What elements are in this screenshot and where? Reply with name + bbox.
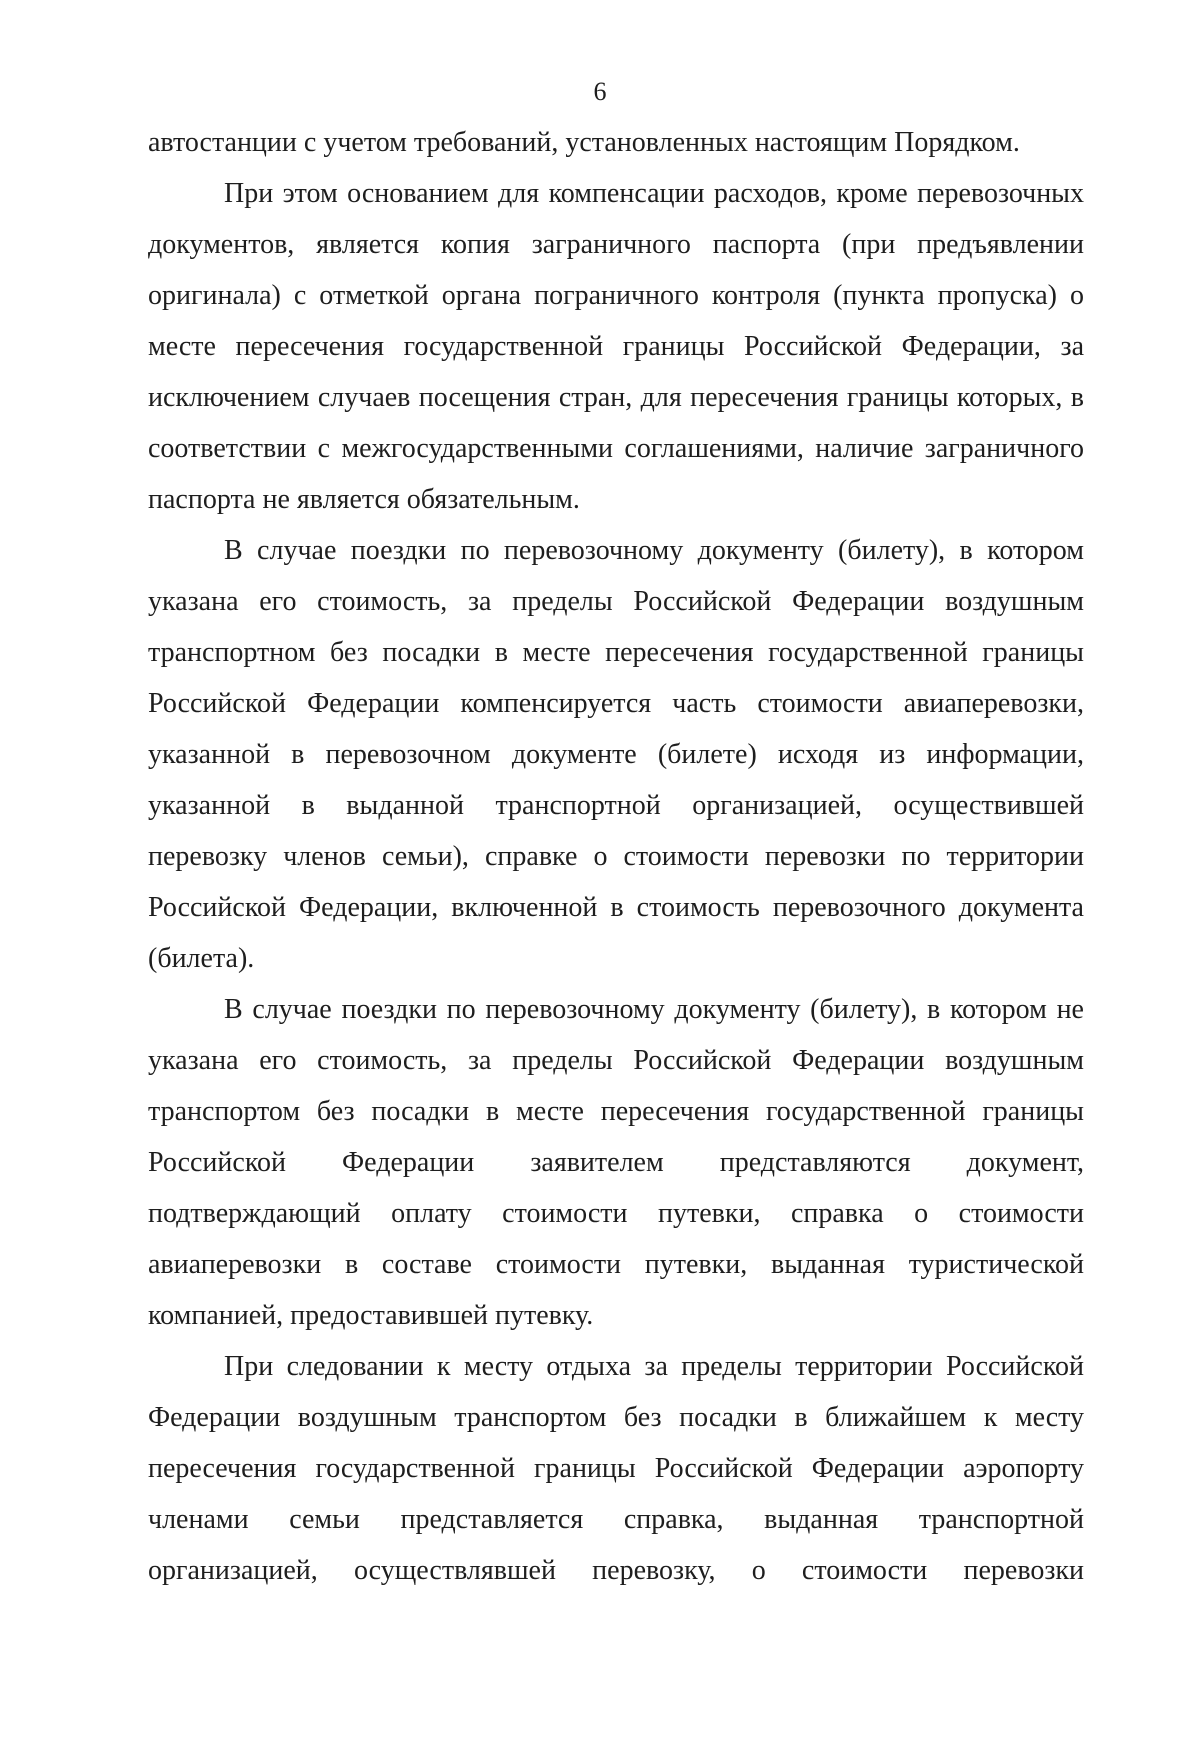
page-number: 6 [593,77,607,106]
paragraph-passport: При этом основанием для компенсации расходов, кроме перевозочных документов, является копия заграничного паспорта (при предъявлении оригинала) с отметкой органа пограничного контроля (пункта пропуска) о месте пересечения государственной границы Российской Федерации, за исключением случаев посещения стран, для пересечения границы которых, в соответствии с межгосударственными соглашениями, наличие заграничного паспорта не является обязательным. [148,178,1084,515]
document-body [148,117,1084,1596]
paragraph-continuation: автостанции с учетом требований, установленных настоящим Порядком. [148,127,1020,158]
paragraph-ticket-without-price: В случае поездки по перевозочному документу (билету), в котором не указана его стоимость, за пределы Российской Федерации воздушным транспортом без посадки в месте пересечения государственной границы Российской Федерации заявителем представляются документ, подтверждающий оплату стоимости путевки, справка о стоимости авиаперевозки в составе стоимости путевки, выданная туристической компанией, предоставившей путевку. [148,994,1084,1331]
paragraph-ticket-with-price: В случае поездки по перевозочному документу (билету), в котором указана его стоимость, за пределы Российской Федерации воздушным транспортном без посадки в месте пересечения государственной границы Российской Федерации компенсируется часть стоимости авиаперевозки, указанной в перевозочном документе (билете) исходя из информации, указанной в выданной транспортной организацией, осуществившей перевозку членов семьи), справке о стоимости перевозки по территории Российской Федерации, включенной в стоимость перевозочного документа (билета). [148,535,1084,974]
paragraph-nearest-airport: При следовании к месту отдыха за пределы территории Российской Федерации воздушным транспортом без посадки в ближайшем к месту пересечения государственной границы Российской Федерации аэропорту членами семьи представляется справка, выданная транспортной организацией, осуществлявшей перевозку, о стоимости перевозки [148,1351,1084,1586]
